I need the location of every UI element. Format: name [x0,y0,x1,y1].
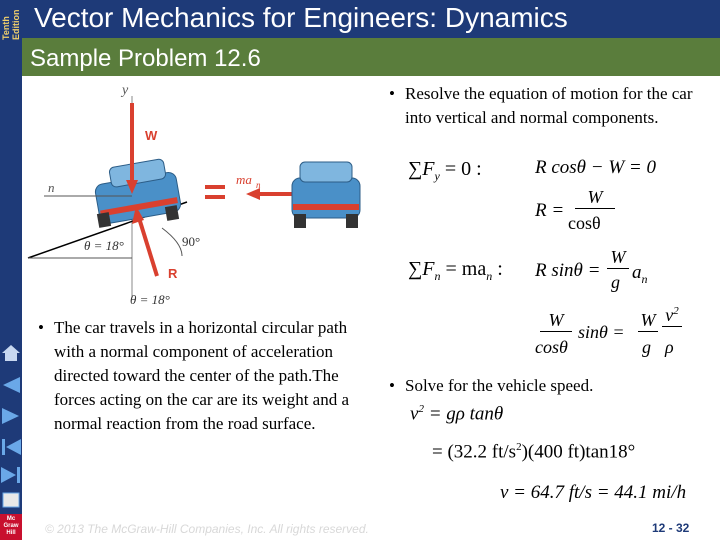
bullet-car-travels [38,316,372,436]
mcgraw-hill-logo: Mc Graw Hill [0,514,22,540]
theta-label-1: θ = 18° [84,238,124,253]
weight-label: W [145,128,158,143]
bullet-resolve [389,82,715,130]
eq-norm-num: W [607,247,629,269]
eq-c-num2: W [638,310,658,332]
bullet-dot: • [389,376,395,395]
home-icon[interactable] [0,342,22,364]
eq-norm-a: $a_n$ [632,262,648,286]
man-label: ma [236,172,252,187]
equals-sign-bottom [205,195,225,199]
last-icon[interactable] [0,464,22,486]
eq-result: v = 64.7 ft/s = 44.1 mi/h [500,482,687,503]
eq-norm-den: g [611,272,620,292]
eq-c-den2: g [642,337,651,357]
ninety-label: 90° [182,234,201,249]
prev-icon[interactable] [0,374,22,396]
edition-label [0,0,22,60]
exit-icon[interactable] [0,490,22,510]
man-label-sub: n [256,180,261,190]
eq-vertical: R cosθ − W = 0 [535,157,656,178]
eq-numeric: = (32.2 $ft/s^2)(400$ ft)tan18° [432,441,636,463]
reaction-label: R [168,266,178,281]
n-axis-label: n [48,180,55,195]
page-number: 12 - 32 [652,521,690,535]
eq-c-num: W [540,310,572,332]
y-axis-label: y [122,83,129,98]
bullet-car-travels-text: The car travels in a horizontal circular path with a normal component of acceleration directed toward the center of the path.The forces acting on the car are its weight and a normal reaction from the road surface. [54,318,350,433]
bullet-dot: • [389,84,395,103]
title-bar [22,0,720,38]
bullet-resolve-text: Resolve the equation of motion for the car into vertical and normal components. [405,84,693,127]
page-subtitle: Sample Problem 12.6 [30,45,261,72]
reaction-arrow [139,218,157,276]
eq-c-v: $v^2$ [662,305,682,327]
page-title: Vector Mechanics for Engineers: Dynamics [34,2,568,33]
copyright-text: © 2013 The McGraw-Hill Companies, Inc. All rights reserved. [45,522,369,536]
equals-sign-top [205,185,225,189]
eq-c-sin: sinθ = [578,322,625,342]
bullet-solve [389,374,705,398]
next-icon[interactable] [0,405,22,427]
eq-sum-fn: $\sum F_n = ma_n$ : [408,258,503,283]
eq-c-rho: ρ [665,337,674,357]
eq-sum-fy: $\sum F_y = 0$ : [408,158,482,183]
edition-line1: Tenth [1,16,11,40]
eq-r-num: W [575,187,615,209]
bullet-dot: • [38,318,44,337]
first-icon[interactable] [0,436,22,458]
right-angle-arc [162,228,182,256]
left-sidebar [0,0,22,540]
eq-v2: $v^2 = g\rho$ tanθ [410,403,504,425]
edition-line2: Edition [11,9,21,40]
eq-c-den: cosθ [535,337,568,357]
subtitle-bar [22,38,720,76]
eq-norm-lhs: R sinθ = [535,260,601,281]
theta-label-2: θ = 18° [130,292,170,307]
car-right [292,162,360,228]
eq-r-label: R = [535,200,565,221]
eq-r-den: cosθ [568,213,601,233]
free-body-diagram [22,78,362,308]
bullet-solve-text: Solve for the vehicle speed. [405,376,594,395]
